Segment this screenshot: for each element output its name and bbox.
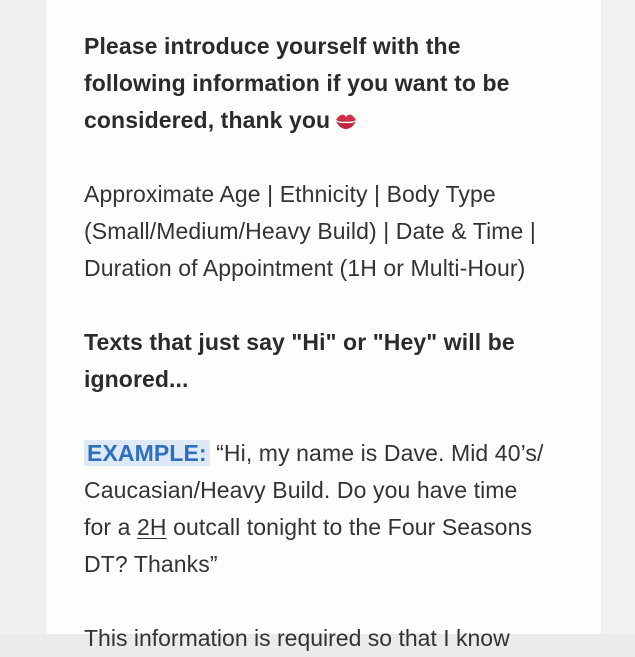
example-line-3 — [84, 509, 584, 546]
example-line-1 — [84, 435, 584, 472]
example-line-1-text: “Hi, my name is Dave. Mid 40’s/ — [209, 440, 544, 466]
intro-paragraph — [84, 28, 584, 139]
example-paragraph — [84, 435, 584, 583]
fields-line-1: Approximate Age | Ethnicity | Body Type — [84, 181, 496, 207]
right-margin — [601, 0, 635, 634]
intro-line-3: considered, thank you — [84, 107, 331, 133]
warning-line-2: ignored... — [84, 366, 189, 392]
intro-line-3-wrap — [84, 102, 584, 139]
fields-line-3: Duration of Appointment (1H or Multi-Hour) — [84, 255, 526, 281]
note-content — [84, 28, 584, 620]
fields-line-2: (Small/Medium/Heavy Build) | Date & Time | — [84, 218, 537, 244]
warning-paragraph — [84, 324, 584, 398]
warning-line-1: Texts that just say "Hi" or "Hey" will be — [84, 329, 515, 355]
left-margin — [0, 0, 46, 634]
kiss-mark-icon — [334, 104, 358, 122]
example-line-2: Caucasian/Heavy Build. Do you have time — [84, 477, 518, 503]
intro-line-2: following information if you want to be — [84, 70, 510, 96]
example-line-4: DT? Thanks” — [84, 551, 218, 577]
note-card — [46, 0, 601, 651]
fields-paragraph — [84, 176, 584, 287]
example-line-3-pre: for a — [84, 514, 138, 540]
example-line-3-post: outcall tonight to the Four Seasons — [166, 514, 533, 540]
duration-link[interactable]: 2H — [137, 514, 167, 540]
intro-line-1: Please introduce yourself with the — [84, 33, 461, 59]
example-label: EXAMPLE: — [84, 440, 210, 466]
footer-partial-line: This information is required so that I know — [84, 625, 510, 651]
